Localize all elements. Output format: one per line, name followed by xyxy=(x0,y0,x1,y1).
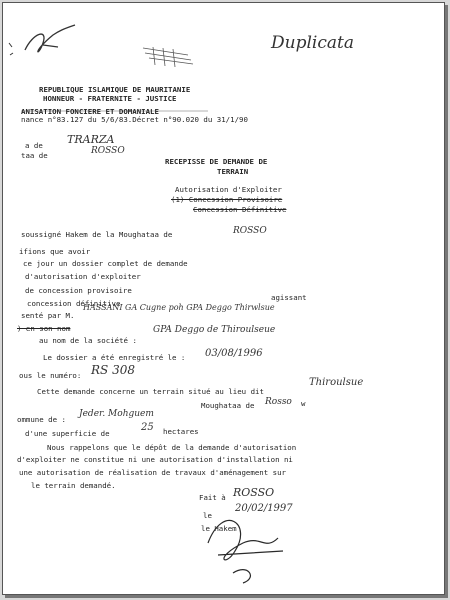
wilaya-value: TRARZA xyxy=(67,133,115,146)
moughataa-value: ROSSO xyxy=(91,146,125,156)
hakem-moughataa-value: ROSSO xyxy=(233,226,267,236)
body-line-concession-definitive: concession définitive xyxy=(27,299,121,308)
body-line-enregistre: Le dossier a été enregistré le : xyxy=(43,353,186,362)
body-line-soussigne: soussigné Hakem de la Moughataa de xyxy=(21,230,173,239)
body-line-autorisation: d'autorisation d'exploiter xyxy=(25,272,141,281)
body-line-realisation: une autorisation de réalisation de travaux d'aménagement sur xyxy=(19,468,286,477)
fait-a-label: Fait à xyxy=(199,493,226,502)
societe-value: GPA Deggo de Thiroulseue xyxy=(153,325,276,335)
body-line-en-son-nom: ) en son nom xyxy=(17,324,71,333)
organisation-heading: ANISATION FONCIERE ET DOMANIALE xyxy=(21,107,159,116)
lieu-dit-value: Thiroulsue xyxy=(309,377,364,388)
body-line-concession-provisoire: de concession provisoire xyxy=(25,286,132,295)
hakem-label: le Hakem xyxy=(201,524,237,533)
top-hatched-stamp xyxy=(143,47,193,67)
body-line-agissant: agissant xyxy=(271,293,307,302)
body-line-societe: au nom de la société : xyxy=(39,336,137,345)
republique-heading: REPUBLIQUE ISLAMIQUE DE MAURITANIE xyxy=(39,85,191,94)
option-autorisation: Autorisation d'Exploiter xyxy=(175,185,282,194)
body-line-commune: ommune de : xyxy=(17,415,66,424)
presente-par-value: HASSANI GA Cugne poh GPA Deggo Thirwlsue xyxy=(83,303,275,312)
top-left-signature-scribble xyxy=(25,25,75,52)
superficie-value: 25 xyxy=(141,422,154,433)
body-line-constitue: d'exploiter ne constitue ni une autorisation d'installation ni xyxy=(17,455,293,464)
commune-value: Jeder. Mohguem xyxy=(79,409,154,419)
le-label: le xyxy=(203,511,212,520)
body-line-presente-par: senté par M. xyxy=(21,311,75,320)
moughataa2-value: Rosso xyxy=(265,397,292,407)
left-edge-mark xyxy=(9,43,13,55)
body-line-hectares: hectares xyxy=(163,427,199,436)
body-line-moughataa-end: w xyxy=(301,399,306,408)
body-line-rappel: Nous rappelons que le dépôt de la demande d'autorisation xyxy=(47,443,297,452)
le-date-value: 20/02/1997 xyxy=(235,503,293,514)
fait-a-value: ROSSO xyxy=(233,486,275,499)
document-title-line2: TERRAIN xyxy=(217,167,249,176)
option-concession-definitive: Concession Définitive xyxy=(193,205,287,214)
body-line-superficie: d'une superficie de xyxy=(25,429,110,438)
body-line-certifions: ifions que avoir xyxy=(19,247,91,256)
numero-value: RS 308 xyxy=(91,363,135,377)
body-line-terrain: le terrain demandé. xyxy=(31,481,116,490)
wilaya-label: a de xyxy=(25,141,43,150)
moughataa-label: taa de xyxy=(21,151,48,160)
body-line-lieu-dit: Cette demande concerne un terrain situé au lieu dit xyxy=(37,387,264,396)
date-enregistrement-value: 03/08/1996 xyxy=(205,348,263,359)
body-line-moughataa: Moughataa de xyxy=(201,401,255,410)
ordonnance-reference: nance n°83.127 du 5/6/83.Décret n°90.020 du 31/1/90 xyxy=(21,115,248,124)
body-line-dossier: ce jour un dossier complet de demande xyxy=(23,259,188,268)
document-page xyxy=(2,2,445,595)
body-line-numero: ous le numéro: xyxy=(19,371,82,380)
document-title-line1: RECEPISSE DE DEMANDE DE xyxy=(165,157,268,166)
devise-heading: HONNEUR - FRATERNITE - JUSTICE xyxy=(43,94,177,103)
duplicata-annotation: Duplicata xyxy=(271,33,354,53)
option-concession-provisoire: (1) Concession Provisoire xyxy=(171,195,283,204)
